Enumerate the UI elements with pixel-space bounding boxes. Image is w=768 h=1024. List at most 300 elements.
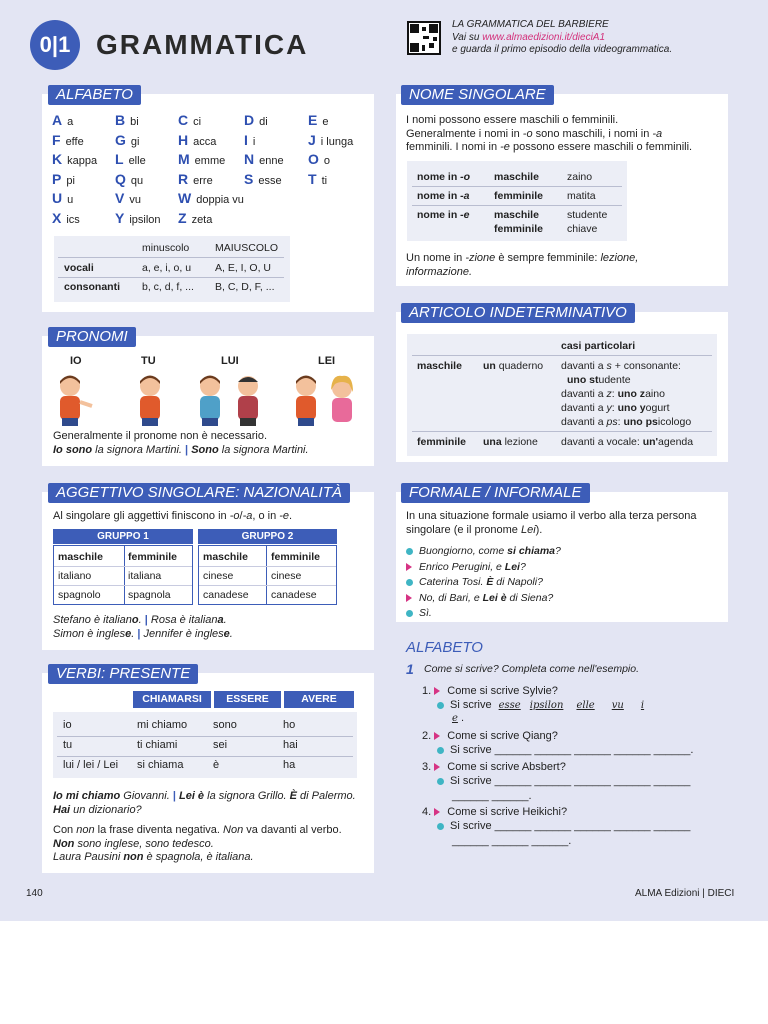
- casi-header: casi particolari: [561, 340, 636, 352]
- answer-1-cont: e .: [452, 712, 465, 724]
- pronomi-examples: [53, 444, 309, 458]
- txt: icologo: [657, 416, 692, 428]
- letter-v: [115, 190, 141, 206]
- letter-glyph: O: [308, 151, 319, 168]
- gender: femminile: [494, 223, 544, 235]
- txt: davanti a: [561, 402, 607, 414]
- txt: di Napoli?: [493, 576, 543, 588]
- consonanti-min: b, c, d, f, ...: [142, 281, 194, 293]
- txt: z: [606, 388, 612, 400]
- divider: [57, 736, 353, 737]
- txt: -o: [522, 127, 533, 140]
- letter-l: [115, 151, 146, 167]
- pronomi-note: Generalmente il pronome non è necessario.: [53, 430, 268, 442]
- aggettivo-tag: AGGETTIVO SINGOLARE: NAZIONALITÀ: [48, 483, 350, 503]
- answer-filled[interactable]: e: [452, 713, 458, 724]
- promo-heading: LA GRAMMATICA DEL BARBIERE: [452, 19, 609, 30]
- verb-form: si chiama: [137, 759, 184, 771]
- gruppo2-header: GRUPPO 2: [198, 529, 337, 544]
- txt: davanti a vocale:: [561, 436, 643, 448]
- answer-filled[interactable]: esse: [498, 700, 521, 711]
- txt: ps: [606, 416, 618, 428]
- nome-row-a: [417, 190, 470, 202]
- txt: uno st: [567, 374, 599, 386]
- txt: ogurt: [645, 402, 670, 414]
- verb-form: sei: [213, 739, 228, 751]
- answer-3[interactable]: [437, 775, 690, 787]
- letter-h: [178, 132, 216, 148]
- letter-glyph: Q: [115, 170, 126, 187]
- g1-cell: spagnola: [128, 589, 171, 601]
- letter-y: [115, 210, 161, 226]
- txt: uno y: [617, 402, 646, 414]
- txt: Un nome in: [406, 252, 466, 264]
- divider: [412, 205, 622, 206]
- g1-head-m: maschile: [58, 551, 103, 563]
- letter-name: bi: [130, 116, 139, 128]
- speaker-b-icon: [434, 687, 440, 695]
- letter-name: emme: [194, 155, 226, 168]
- txt: Io mi chiamo: [53, 790, 121, 802]
- row-divider: [54, 566, 192, 567]
- txt: y: [606, 402, 612, 414]
- answer-filled[interactable]: elle: [576, 700, 595, 711]
- txt: :: [611, 388, 618, 400]
- txt: In una situazione formale usiamo il verbo alla terza persona: [406, 510, 697, 522]
- nome-row-o: [417, 171, 470, 183]
- item-num: 4.: [422, 806, 432, 818]
- letter-glyph: K: [52, 151, 63, 168]
- promo-prefix: Vai su: [452, 31, 483, 43]
- ex-un-quaderno: [483, 360, 543, 372]
- letter-name: qu: [130, 174, 144, 187]
- verb-form: ti chiami: [137, 739, 178, 751]
- speaker-a-icon: [406, 610, 413, 617]
- txt: Lei è: [178, 790, 205, 802]
- txt: uno ps: [623, 416, 658, 428]
- answer-blank[interactable]: Si scrive ______ ______ ______ ______ ______: [450, 775, 691, 787]
- pronoun-lui: LUI: [221, 355, 239, 367]
- answer-filled[interactable]: ipsilon: [529, 700, 564, 711]
- letter-a: [52, 112, 73, 128]
- speaker-a-icon: [406, 579, 413, 586]
- consonanti-mai: B, C, D, F, ...: [215, 281, 275, 293]
- promo-link[interactable]: www.almaedizioni.it/dieciA1: [482, 31, 606, 43]
- speaker-b-icon: [406, 594, 412, 602]
- letter-glyph: B: [115, 112, 126, 128]
- letter-glyph: M: [178, 151, 190, 168]
- pronomi-tag: PRONOMI: [48, 327, 136, 347]
- txt: ?: [555, 545, 561, 557]
- formale-tag: FORMALE / INFORMALE: [401, 483, 590, 503]
- gender: femminile: [494, 190, 544, 202]
- txt: ).: [535, 523, 543, 536]
- answer-filled[interactable]: vu: [611, 700, 624, 711]
- exercise-heading: ALFABETO: [406, 639, 483, 656]
- case-ps: [561, 416, 691, 428]
- txt: Rosa è italian: [150, 614, 218, 626]
- verbi-negation: [53, 824, 342, 865]
- verb-form: hai: [283, 739, 298, 751]
- letter-e: [308, 112, 328, 128]
- txt: singolare (e il pronome: [406, 523, 521, 536]
- person-tu-icon: [140, 376, 160, 427]
- alfabeto-tag: ALFABETO: [48, 85, 141, 105]
- dialog-line: [406, 576, 543, 588]
- letter-name: effe: [65, 135, 84, 148]
- txt: nome in: [417, 190, 461, 202]
- example: matita: [567, 190, 596, 202]
- person-io-icon: [60, 376, 92, 427]
- letter-j: [308, 132, 353, 148]
- txt: -zione: [465, 252, 496, 264]
- nome-zione: [406, 252, 638, 279]
- txt: Buongiorno, come: [419, 545, 508, 557]
- verb-form: sono: [213, 719, 237, 731]
- answer-1: [437, 699, 644, 711]
- dialog-line: [406, 561, 526, 573]
- txt: Hai: [53, 803, 71, 816]
- aggettivo-examples: Stefano è italiano. | Rosa è italiana. Simon è inglese. | Jennifer è inglese.: [53, 614, 233, 640]
- exercise-item-4: [422, 806, 567, 818]
- txt: -o: [460, 171, 471, 183]
- letter-m: [178, 151, 225, 167]
- txt: davanti a: [561, 360, 607, 372]
- letter-name: elle: [128, 155, 146, 168]
- txt: -e: [279, 510, 290, 522]
- txt: + consonante:: [611, 360, 681, 372]
- divider: [412, 431, 712, 432]
- txt: Lei: [520, 523, 536, 536]
- txt: la frase diventa negativa.: [94, 824, 224, 836]
- divider: [58, 257, 284, 258]
- divider: [57, 756, 353, 757]
- letter-name: ci: [193, 116, 202, 128]
- vocali-min: a, e, i, o, u: [142, 262, 192, 274]
- txt: Al singolare gli aggettivi finiscono in: [53, 510, 230, 522]
- txt: lezione,: [600, 252, 639, 264]
- txt: una: [483, 436, 502, 448]
- g2-cell: canadese: [203, 589, 249, 601]
- txt: davanti a: [561, 416, 607, 428]
- answer-filled[interactable]: i: [640, 700, 645, 711]
- g2-cell: canadese: [271, 589, 317, 601]
- letter-name: di: [259, 116, 268, 128]
- letter-glyph: V: [115, 190, 125, 207]
- txt: uno z: [617, 388, 646, 400]
- case-vocale: [561, 436, 693, 448]
- txt: va davanti al verbo.: [243, 824, 342, 836]
- divider: [58, 277, 284, 278]
- letter-glyph: A: [52, 112, 63, 128]
- letter-d: [244, 112, 268, 128]
- verbi-tag: VERBI: PRESENTE: [48, 664, 198, 684]
- exercise-item-3: [422, 761, 566, 773]
- answer-2[interactable]: [437, 744, 693, 756]
- col-divider: [266, 545, 267, 605]
- letter-name: ics: [66, 214, 80, 226]
- g2-head-f: femminile: [271, 551, 321, 563]
- verb-subject: tu: [63, 739, 73, 751]
- txt: :: [611, 402, 618, 414]
- letter-name: esse: [258, 174, 282, 187]
- txt: È: [486, 576, 494, 588]
- verbi-examples: Io mi chiamo Giovanni. | Lei è la signora Grillo. È di Palermo. Hai un dizionario?: [53, 790, 356, 816]
- letter-name: pi: [66, 174, 75, 187]
- verb-form: è: [213, 759, 220, 771]
- letter-glyph: F: [52, 131, 61, 148]
- letter-n: [244, 151, 284, 167]
- letter-z: [178, 210, 212, 226]
- letter-x: [52, 210, 80, 226]
- row-divider: [199, 566, 336, 567]
- letter-name: ipsilon: [129, 214, 161, 226]
- example: studente: [567, 209, 608, 221]
- page-title: GRAMMATICA: [96, 29, 309, 60]
- speaker-b-icon: [406, 563, 412, 571]
- letter-glyph: N: [244, 151, 255, 168]
- answer-label: Si scrive: [450, 699, 492, 711]
- letter-name: o: [323, 155, 331, 168]
- txt: possono essere maschili o femminili.: [509, 141, 693, 153]
- formale-intro: [406, 510, 696, 537]
- speaker-b-icon: [434, 732, 440, 740]
- case-z: [561, 388, 665, 400]
- letter-glyph: U: [52, 190, 63, 207]
- txt: -e: [500, 141, 510, 153]
- txt: No, di Bari, e: [419, 591, 483, 604]
- txt: di Siena?: [506, 591, 554, 604]
- verb-header-essere: ESSERE: [214, 691, 281, 708]
- g1-cell: italiano: [58, 570, 92, 582]
- item-num: 1.: [422, 685, 432, 697]
- verb-header-avere: AVERE: [284, 691, 354, 708]
- dialog-line: [406, 592, 553, 604]
- letter-o: [308, 151, 330, 167]
- txt: -a: [460, 190, 470, 202]
- col-header-maiuscolo: MAIUSCOLO: [215, 242, 279, 254]
- row-label-consonanti: consonanti: [64, 281, 121, 293]
- blank-area: [0, 921, 768, 1024]
- ex-una-lezione: [483, 436, 538, 448]
- txt: di Palermo.: [297, 790, 356, 802]
- letter-name: u: [67, 194, 74, 207]
- nome-intro: [406, 114, 692, 155]
- letter-k: [52, 151, 97, 167]
- letter-name: a: [67, 116, 74, 128]
- txt: /: [239, 510, 243, 522]
- answer-blank[interactable]: Si scrive ______ ______ ______ ______ ______: [450, 820, 691, 832]
- nome-row-e: [417, 209, 470, 221]
- promo-desc: e guarda il primo episodio della videogrammatica.: [452, 44, 673, 55]
- txt: ?: [519, 560, 526, 573]
- txt: Lei: [504, 560, 520, 573]
- letter-glyph: Z: [178, 210, 187, 226]
- letter-glyph: G: [115, 131, 126, 148]
- example: chiave: [567, 223, 598, 235]
- letter-q: [115, 171, 143, 187]
- txt: o: [131, 614, 139, 626]
- txt: e: [223, 627, 230, 640]
- page-number: 140: [26, 888, 43, 899]
- txt: non: [76, 824, 95, 836]
- txt: Non: [223, 824, 244, 836]
- letter-glyph: S: [244, 170, 254, 187]
- txt: Sì.: [419, 607, 432, 619]
- answer-blank[interactable]: Si scrive ______ ______ ______ ______ ______.: [450, 744, 694, 756]
- row-label-vocali: vocali: [64, 262, 94, 274]
- aggettivo-intro: [53, 510, 292, 524]
- letter-f: [52, 132, 84, 148]
- person-lei-icon: [296, 376, 353, 427]
- question: Come si scrive Absbert?: [447, 761, 566, 773]
- txt: Con: [53, 824, 77, 836]
- txt: -e: [460, 209, 470, 221]
- txt: Lei è: [482, 591, 507, 604]
- g2-head-m: maschile: [203, 551, 248, 563]
- txt: è sempre femminile:: [495, 252, 601, 264]
- txt: Stefano è italian: [53, 614, 132, 626]
- letter-glyph: X: [52, 210, 62, 226]
- letter-name: e: [322, 116, 329, 128]
- pronoun-tu: TU: [141, 355, 156, 367]
- txt: un dizionario?: [70, 803, 142, 816]
- label-femminile: femminile: [417, 436, 467, 448]
- letter-name: zeta: [191, 214, 213, 226]
- item-num: 3.: [422, 761, 432, 773]
- letter-glyph: T: [308, 170, 317, 187]
- txt: è spagnola, è italiana.: [143, 851, 254, 863]
- txt: Simon è ingles: [53, 627, 126, 640]
- letter-glyph: I: [244, 131, 248, 148]
- g1-cell: italiana: [128, 570, 162, 582]
- letter-glyph: E: [308, 112, 318, 128]
- letter-i: [244, 132, 255, 148]
- txt: Jennifer è ingles: [143, 627, 224, 640]
- letter-name: vu: [129, 194, 141, 207]
- letter-s: [244, 171, 282, 187]
- g2-cell: cinese: [203, 570, 234, 582]
- pronoun-io: IO: [70, 355, 82, 367]
- divider: [412, 355, 712, 356]
- letter-name: acca: [193, 135, 217, 148]
- txt: -a: [242, 510, 253, 522]
- qr-code-icon[interactable]: [407, 21, 441, 55]
- txt: e: [125, 627, 132, 640]
- row-divider: [199, 585, 336, 586]
- ex-bold: Sono: [191, 444, 219, 456]
- letter-name: enne: [259, 155, 284, 168]
- letter-glyph: J: [308, 131, 316, 148]
- answer-4[interactable]: [437, 820, 690, 832]
- speaker-b-icon: [434, 808, 440, 816]
- case-y: [561, 402, 670, 414]
- letter-glyph: D: [244, 112, 255, 128]
- letter-w: [178, 190, 244, 206]
- txt: si chiama: [507, 545, 556, 557]
- letter-g: [115, 132, 139, 148]
- letter-r: [178, 171, 213, 187]
- txt: :: [617, 416, 624, 428]
- txt: Non: [53, 837, 75, 850]
- exercise-item-2: [422, 730, 558, 742]
- letter-u: [52, 190, 73, 206]
- letter-c: [178, 112, 201, 128]
- ex-bold: Io sono: [53, 444, 93, 456]
- txt: Giovanni.: [120, 790, 170, 802]
- question: Come si scrive Heikichi?: [447, 806, 568, 818]
- txt: agenda: [658, 436, 694, 448]
- vocali-mai: A, E, I, O, U: [215, 262, 272, 274]
- txt: sono maschili, i nomi in: [532, 127, 653, 140]
- speaker-b-icon: [434, 763, 440, 771]
- txt: , o in: [252, 510, 280, 522]
- item-num: 2.: [422, 730, 432, 742]
- question: Come si scrive Sylvie?: [447, 685, 558, 697]
- txt: .: [289, 510, 293, 522]
- txt: nome in: [417, 171, 461, 183]
- letter-glyph: R: [178, 170, 189, 187]
- txt: Laura Pausini: [53, 851, 124, 863]
- ex-text: la signora Martini.: [92, 444, 182, 456]
- txt: -o: [229, 510, 240, 522]
- letter-name: i lunga: [320, 135, 354, 148]
- dialog-line: [406, 545, 561, 557]
- letter-glyph: P: [52, 170, 62, 187]
- txt: informazione.: [406, 265, 473, 278]
- txt: a: [217, 614, 224, 626]
- nome-tag: NOME SINGOLARE: [401, 85, 554, 105]
- example: zaino: [567, 171, 593, 183]
- dialog-line: [406, 607, 432, 619]
- unit-badge: 0|1: [30, 20, 80, 70]
- g2-cell: cinese: [271, 570, 302, 582]
- txt: È: [289, 790, 297, 802]
- gender: maschile: [494, 171, 539, 183]
- letter-t: [308, 171, 327, 187]
- case-s-ex: [567, 374, 631, 386]
- separator: |: [144, 614, 148, 626]
- letter-glyph: Y: [115, 210, 125, 226]
- letter-glyph: H: [178, 131, 189, 148]
- g1-cell: spagnolo: [58, 589, 101, 601]
- gruppo1-header: GRUPPO 1: [53, 529, 193, 544]
- verb-form: ha: [283, 759, 296, 771]
- answer-blank[interactable]: ______ ______ ______.: [452, 835, 572, 847]
- txt: udente: [598, 374, 631, 386]
- letter-name: gi: [130, 135, 140, 148]
- g1-head-f: femminile: [128, 551, 178, 563]
- video-promo: [452, 19, 672, 57]
- speaker-a-icon: [437, 702, 444, 709]
- exercise-number: 1: [406, 661, 414, 677]
- txt: Generalmente i nomi in: [406, 127, 523, 140]
- letter-name: doppia vu: [196, 194, 244, 207]
- question: Come si scrive Qiang?: [447, 730, 558, 742]
- verb-subject: io: [63, 719, 72, 731]
- ex-text: la signora Martini.: [218, 444, 309, 456]
- case-s: [561, 360, 681, 372]
- txt: femminili. I nomi in: [406, 141, 501, 153]
- person-lui-icon: [200, 376, 258, 427]
- verb-header-chiamarsi: CHIAMARSI: [133, 691, 211, 708]
- answer-blank[interactable]: ______ ______.: [452, 790, 532, 802]
- txt: s: [606, 360, 612, 372]
- letter-name: ti: [321, 174, 328, 187]
- letter-name: i: [252, 135, 256, 148]
- txt: Enrico Perugini, e: [419, 560, 505, 573]
- letter-glyph: C: [178, 112, 189, 128]
